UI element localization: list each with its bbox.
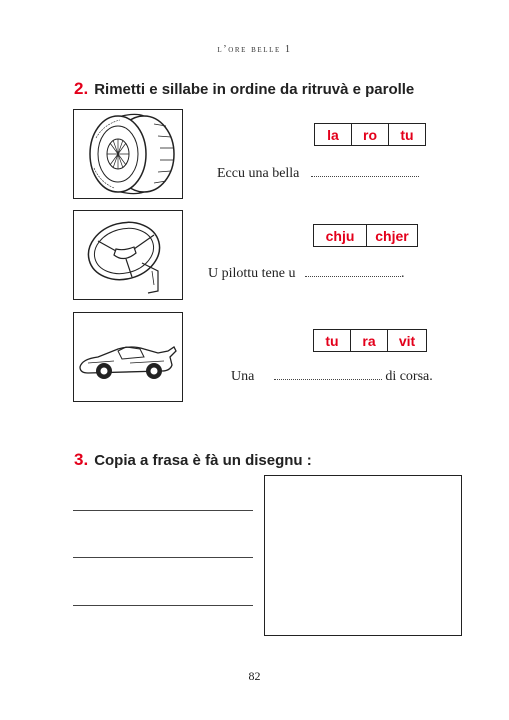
- exercise-3-instruction: Copia a frasa è fà un disegnu :: [94, 452, 312, 469]
- sentence-3-text: Una: [231, 369, 255, 384]
- page-number: 82: [248, 669, 261, 683]
- syllable-cell: chju: [314, 225, 367, 246]
- race-car-picture: [73, 312, 183, 402]
- exercise-3-number: 3.: [74, 450, 89, 469]
- sentence-3: [231, 369, 433, 385]
- syllable-box-1: [314, 123, 426, 146]
- copy-line-3[interactable]: [73, 605, 253, 606]
- syllable-cell: tu: [314, 330, 351, 351]
- syllable-cell: vit: [398, 332, 416, 349]
- sentence-2: [208, 266, 405, 282]
- syllable-cell: chjer: [375, 227, 409, 244]
- race-car-icon: [74, 313, 182, 401]
- exercise-3-title: [74, 450, 312, 470]
- syllable-cell: la: [315, 124, 352, 145]
- steering-wheel-picture: [73, 210, 183, 300]
- tyre-icon: [74, 110, 182, 198]
- syllable-cell: ro: [352, 124, 389, 145]
- copy-line-1[interactable]: [73, 510, 253, 511]
- syllable-cell: tu: [400, 126, 414, 143]
- drawing-box[interactable]: [264, 475, 462, 636]
- copy-line-2[interactable]: [73, 557, 253, 558]
- sentence-3-end: di corsa.: [385, 369, 433, 384]
- tyre-picture: [73, 109, 183, 199]
- steering-wheel-icon: [74, 211, 182, 299]
- sentence-1-text: Eccu una bella: [217, 166, 300, 181]
- running-header: l’ore belle 1: [217, 44, 292, 55]
- exercise-2-number: 2.: [74, 79, 89, 98]
- syllable-box-2: [313, 224, 418, 247]
- sentence-1: [217, 166, 419, 182]
- syllable-box-3: [313, 329, 427, 352]
- exercise-2-title: [74, 79, 414, 99]
- syllable-cell: ra: [351, 330, 388, 351]
- answer-blank-2[interactable]: [305, 266, 401, 277]
- answer-blank-1[interactable]: [311, 166, 419, 177]
- answer-blank-3[interactable]: [274, 369, 382, 380]
- sentence-2-text: U pilottu tene u: [208, 266, 296, 281]
- exercise-2-instruction: Rimetti e sillabe in ordine da ritruvà e parolle: [94, 81, 415, 98]
- sentence-2-end: .: [401, 266, 405, 281]
